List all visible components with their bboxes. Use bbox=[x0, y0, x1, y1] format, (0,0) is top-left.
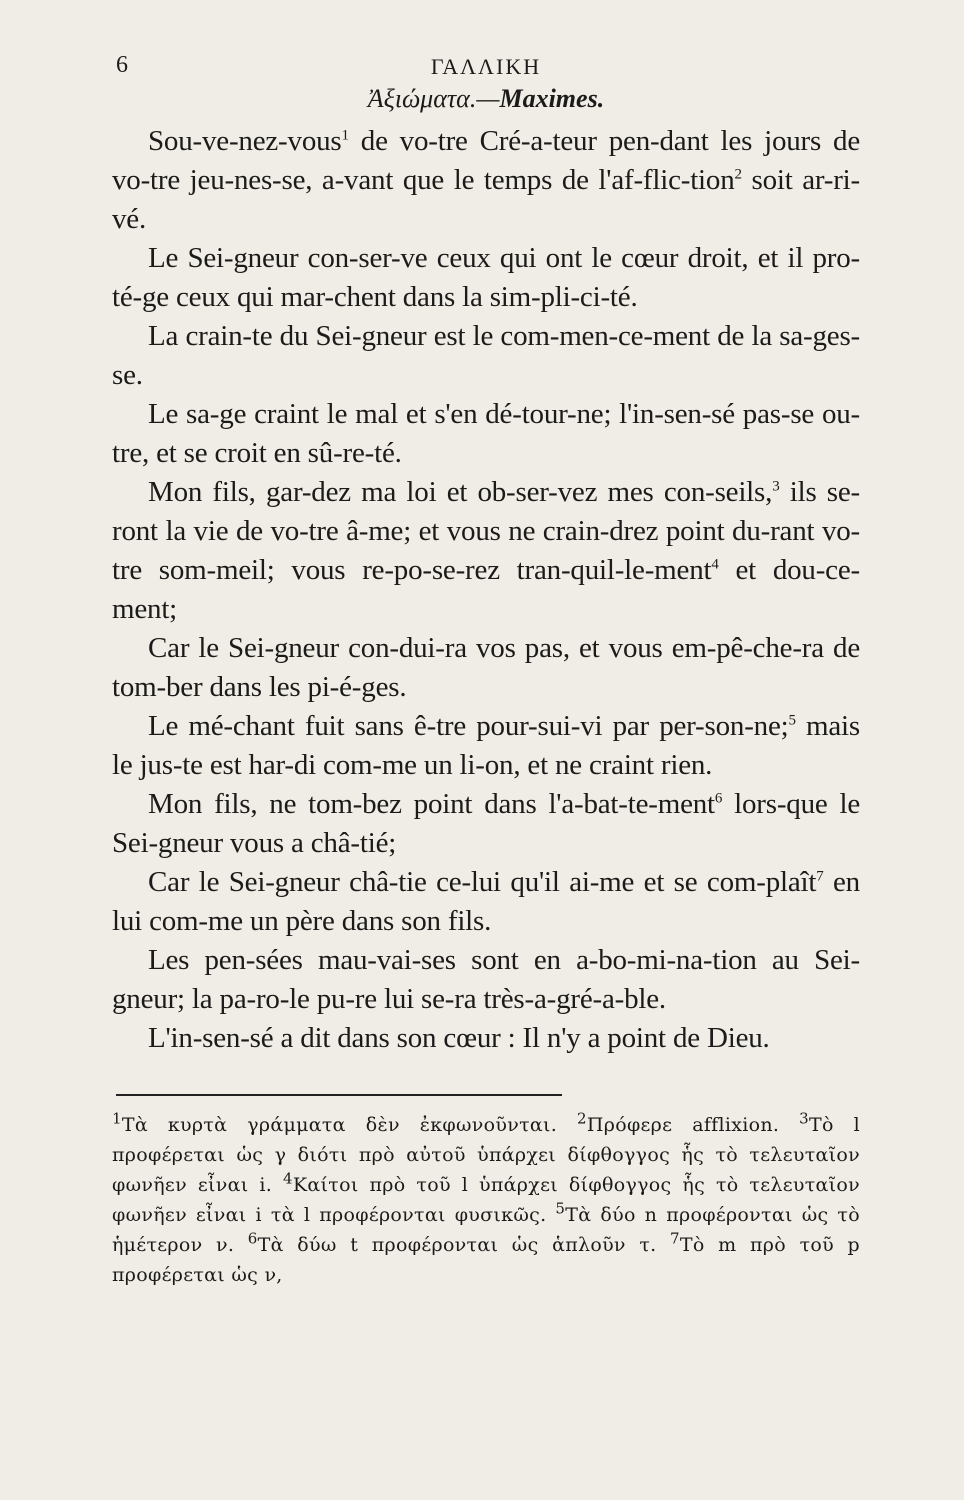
maxim-9: Car le Sei-gneur châ-tie ce-lui qu'il ai-me et se com-plaît$^7$ en lui com-me un père dans son fils. bbox=[112, 866, 860, 937]
maxim-2: Le Sei-gneur con-ser-ve ceux qui ont le cœur droit, et il pro-té-ge ceux qui mar-chent dans la sim-pli-ci-té. bbox=[112, 242, 860, 313]
running-head bbox=[112, 40, 860, 80]
section-title bbox=[112, 84, 860, 114]
footnotes: $^1$Τὰ κυρτὰ γράμματα δὲν ἐκφωνοῦνται. $^2$Πρόφερε afflixion. $^3$Τὸ l προφέρεται ὡς γ διότι πρὸ αὐτοῦ ὑπάρχει δίφθογγος ἧς τὸ τελευταῖον φωνῆεν εἶναι i. $^4$Καίτοι πρὸ τοῦ l ὑπάρχει δίφθογγος ἧς τὸ τελευταῖον φωνῆεν εἶναι i τὰ l προφέρονται φυσικῶς. $^5$Τὰ δύο n προφέρονται ὡς τὸ ἡμέτερον ν. $^6$Τὰ δύω t προφέρονται ὡς ἁπλοῦν τ. $^7$Τὸ m πρὸ τοῦ p προφέρεται ὡς ν, bbox=[112, 1109, 861, 1286]
maxim-5: Mon fils, gar-dez ma loi et ob-ser-vez mes con-seils,$^3$ ils se-ront la vie de vo-tre â-me; et vous ne crain-drez point du-rant vo-tre som-meil; vous re-po-se-rez tran-quil-le-ment$^4$ et dou-ce-ment; bbox=[112, 476, 860, 625]
page-number: 6 bbox=[116, 52, 130, 78]
running-title: ΓΑΛΛΙΚΗ bbox=[430, 54, 542, 79]
section-title-greek: Ἀξιώματα. bbox=[367, 84, 477, 113]
maxim-6: Car le Sei-gneur con-dui-ra vos pas, et vous em-pê-che-ra de tom-ber dans les pi-é-ges. bbox=[112, 632, 860, 703]
maxim-3: La crain-te du Sei-gneur est le com-men-ce-ment de la sa-ges-se. bbox=[112, 320, 860, 391]
maxim-7: Le mé-chant fuit sans ê-tre pour-sui-vi par per-son-ne;$^5$ mais le jus-te est har-di com-me un li-on, et ne craint rien. bbox=[112, 710, 860, 781]
book-page bbox=[112, 40, 860, 1460]
section-title-french: Maximes. bbox=[499, 84, 605, 113]
maxim-10: Les pen-sées mau-vai-ses sont en a-bo-mi-na-tion au Sei-gneur; la pa-ro-le pu-re lui se-ra très-a-gré-a-ble. bbox=[112, 944, 860, 1015]
section-title-dash: — bbox=[476, 84, 500, 113]
maxims-body bbox=[112, 122, 860, 1058]
footnote-rule bbox=[116, 1094, 562, 1096]
maxim-1: Sou-ve-nez-vous$^1$ de vo-tre Cré-a-teur pen-dant les jours de vo-tre jeu-nes-se, a-vant que le temps de l'af-flic-tion$^2$ soit ar-ri-vé. bbox=[112, 125, 861, 235]
maxim-8: Mon fils, ne tom-bez point dans l'a-bat-te-ment$^6$ lors-que le Sei-gneur vous a châ-tié; bbox=[112, 788, 860, 859]
maxim-4: Le sa-ge craint le mal et s'en dé-tour-ne; l'in-sen-sé pas-se ou-tre, et se croit en sû-re-té. bbox=[112, 398, 860, 469]
maxim-11: L'in-sen-sé a dit dans son cœur : Il n'y a point de Dieu. bbox=[148, 1022, 770, 1054]
